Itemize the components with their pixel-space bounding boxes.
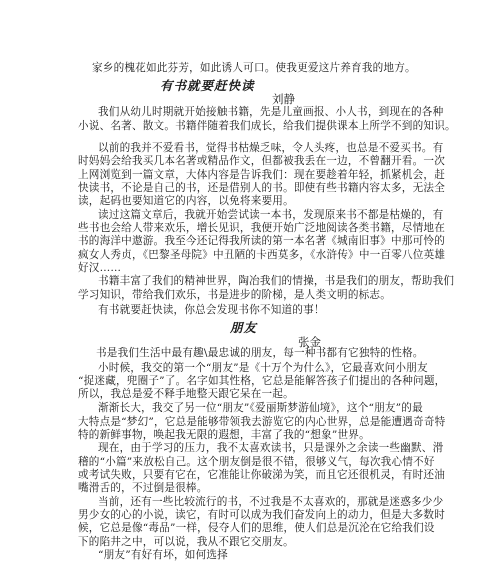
article1-author: 刘静 [272,92,295,107]
article2-line: 现在，由于学习的压力，我不太喜欢读书，只是课外之余读一些幽默、滑 [98,442,444,455]
article1-line: 读，起码也要知道它的内容，以免将来要用。 [78,195,294,208]
article2-line: 或考试失败，只要有它在，它准能让你破涕为笑，而且它还很机灵，有时还油 [78,469,445,481]
article2-line: 渐渐长大，我交了另一位“朋友”《爱丽斯梦游仙境》，这个“朋友”的最 [98,402,423,415]
article1-line: 快读书，不论是自己的书，还是借别人的书。即使有些书籍内容太多，无法全 [78,182,445,194]
article2-line: 当前，还有一些比较流行的书，不过我是不太喜欢的，那就是迷惑多少少 [98,495,444,508]
article2-line: 下的陷井之中，可以说，我从不跟它交朋友。 [78,535,294,548]
article2-author: 张金 [298,334,321,349]
article1-line: 学习知识，带给我们欢乐，书是进步的阶梯，是人类文明的标志。 [78,288,392,301]
article1-line: 有书就要赶快读，你总会发现书你不知道的事！ [98,303,325,316]
article2-line: 稽的“小篇”来放松自己。这个朋友倒是很不错，很够义气，每次我心情不好 [78,455,435,468]
article2-line: 特的新鲜事物，唤起我无限的遐想，丰富了我的“想象”世界。 [78,429,370,441]
article2-line: “捉迷藏，兜圈子”了。名字如其性格，它总是能解答孩子们提出的各种问题， [78,374,446,387]
article1-line: 书的海洋中遨游。我至今还记得我所读的第一本名著《城南旧事》中那可怜的 [78,235,445,248]
article1-line: 我们从幼儿时期就开始接触书籍，先是儿童画报、小人书，到现在的各种 [98,106,444,119]
article1-line: 时妈妈会给我买几本名著或精品作文，但都被我丢在一边，不曾翻开看。一次 [78,155,445,168]
article2-title: 朋友 [230,319,258,335]
article1-title: 有书就要赶快读 [160,78,255,94]
article1-line: 上网浏览到一篇文章，大体内容是告诉我们：现在要趁着年轻，抓紧机会，赶 [78,168,445,181]
article1-line: 读过这篇文章后，我就开始尝试读一本书，发现原来书不都是枯燥的，有 [98,208,444,221]
article1-line: 小说、名著、散文。书籍伴随着我们成长，给我们提供课本上所学不到的知识。 [78,119,456,132]
article2-line: 男少女的心的小说，读它，有时可以成为我们奋发向上的动力，但是大多数时 [78,509,445,521]
article1-line: 书籍丰富了我们的精神世界，陶冶我们的情操，书是我们的朋友，帮助我们 [98,275,455,288]
article2-line: 书是我们生活中最有趣\最忠诚的朋友，每一种书都有它独特的性格。 [96,347,424,360]
intro-line: 家乡的槐花如此芬芳，如此诱人可口。使我更爱这片养育我的地方。 [92,62,416,74]
article2-line: “朋友”有好有坏，如何选择 [98,549,228,561]
article2-line: 候，它总是像“毒品”一样，侵夺人们的思维，使人们总是沉沦在它给我们设 [78,522,435,535]
article1-line: 以前的我并不爱看书，觉得书枯燥乏味，令人头疼，也总是不爱买书。有 [98,142,444,154]
article1-line: 疯女人秀贞，《巴黎圣母院》中丑陋的卡西莫多，《水浒传》中一百零八位英雄 [78,248,446,261]
article1-line: 些书也会给人带来欢乐，增长见识，我便开始广泛地阅读各类书籍，尽情地在 [78,222,445,234]
article2-line: 大特点是“梦幻”，它总是能够带领我去游览它的内心世界，总是能遭遇奇奇特 [78,415,446,428]
article2-line: 所以，我总是爱不释手地整天跟它呆在一起。 [78,388,294,401]
article2-line: 嘴滑舌的，不过倒是很棒。 [78,482,208,495]
article2-line: 小时候，我交的第一个“朋友”是《十万个为什么》，它最喜欢问小朋友 [98,361,428,374]
article1-line: 好汉…… [78,262,122,274]
